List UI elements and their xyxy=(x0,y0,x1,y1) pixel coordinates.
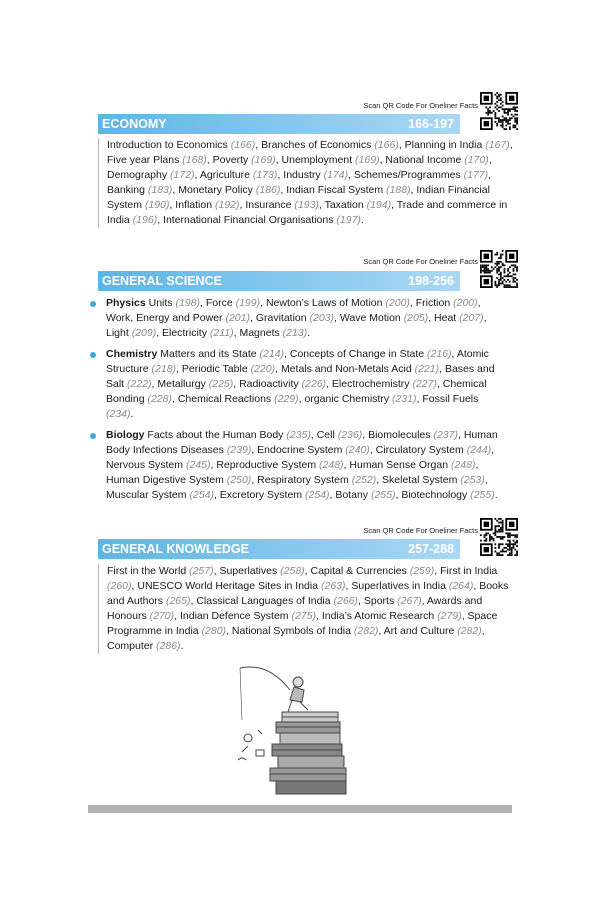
topic-name: Metallurgy xyxy=(157,378,209,390)
topic-page-ref: (174) xyxy=(323,169,349,181)
topic-page-ref: (254) xyxy=(304,489,330,501)
section-topic-list xyxy=(90,296,500,509)
topic-page-ref: (228) xyxy=(147,393,172,405)
topic-page-ref: (275) xyxy=(291,610,316,622)
topic-name: Human Sense Organ xyxy=(349,459,451,471)
topic-name: Light xyxy=(106,327,132,339)
topic-page-ref: (170) xyxy=(464,154,489,166)
topic-name: Magnets xyxy=(239,327,283,339)
topic-name: Reproductive System xyxy=(216,459,320,471)
bullet-icon xyxy=(90,352,96,358)
group-heading: Chemistry xyxy=(106,348,161,360)
scan-qr-label: Scan QR Code For Oneliner Facts xyxy=(363,101,478,110)
topic-name: National Income xyxy=(385,154,465,166)
science-group-physics: Physics Units (198), Force (199), Newton’s Laws of Motion (200), Friction (200), Work, Energy and Power (201), Gravitation (203), Wave Motion (205), Heat (207), Light (209), Electricity (211), Magnets (213). xyxy=(90,296,500,341)
topic-name: First in India xyxy=(440,565,498,577)
topic-name: Five year Plans xyxy=(107,154,183,166)
scan-qr-label: Scan QR Code For Oneliner Facts xyxy=(363,526,478,535)
topic-name: Metals and Non-Metals Acid xyxy=(280,363,415,375)
topic-page-ref: (248) xyxy=(319,459,344,471)
topic-name: Electricity xyxy=(162,327,210,339)
bullet-icon xyxy=(90,301,96,307)
topic-name: Botany xyxy=(335,489,371,501)
section-topic-list: Introduction to Economics (166), Branches of Economics (166), Planning in India (167), Five year Plans (168), Poverty (169), Unemployment (169), National Income (170), Demography (172), Agriculture (173), Industry (174), Schemes/Programmes (177), Banking (183), Monetary Policy (186), Indian Fiscal System (188), Indian Financial System (190), Inflation (192), Insurance (193), Taxation (194), Trade and commerce in India (196), International Financial Organisations (197). xyxy=(98,138,517,228)
topic-name: Superlatives in India xyxy=(351,580,449,592)
section-topic-list: First in the World (257), Superlatives (258), Capital & Currencies (259), First in India (260), UNESCO World Heritage Sites in India (263), Superlatives in India (264), Books and Authors (265), Classical Languages of India (266), Sports (267), Awards and Honours (270), Indian Defence System (275), India’s Atomic Research (279), Space Programme in India (280), National Symbols of India (282), Art and Culture (282), Computer (286). xyxy=(98,564,517,654)
topic-name: Superlatives xyxy=(219,565,281,577)
topic-page-ref: (266) xyxy=(333,595,359,607)
topic-name: Space Programme in India xyxy=(107,610,498,637)
group-heading: Physics xyxy=(106,297,149,309)
topic-name: Introduction to Economics xyxy=(107,139,231,151)
topic-page-ref: (172) xyxy=(170,169,195,181)
topic-page-ref: (199) xyxy=(235,297,261,309)
topic-page-ref: (267) xyxy=(397,595,422,607)
topic-name: Matters and its State xyxy=(160,348,260,360)
topic-name: Gravitation xyxy=(255,312,310,324)
topic-page-ref: (250) xyxy=(226,474,252,486)
topic-name: Muscular System xyxy=(106,489,190,501)
topic-page-ref: (213) xyxy=(282,327,308,339)
section-page-range: 198-256 xyxy=(408,274,454,288)
topic-page-ref: (234) xyxy=(106,408,131,420)
topic-name: Bases and Salt xyxy=(106,363,495,390)
topic-page-ref: (188) xyxy=(386,184,411,196)
topic-page-ref: (229) xyxy=(274,393,299,405)
topic-page-ref: (183) xyxy=(147,184,173,196)
topic-page-ref: (282) xyxy=(457,625,482,637)
topic-page-ref: (200) xyxy=(453,297,478,309)
topic-name: Biomolecules xyxy=(368,429,434,441)
topic-page-ref: (264) xyxy=(448,580,474,592)
topic-name: Agriculture xyxy=(199,169,253,181)
topic-name: Chemical Reactions xyxy=(177,393,275,405)
section-title: GENERAL KNOWLEDGE xyxy=(102,542,249,556)
qr-code-icon[interactable] xyxy=(480,92,518,130)
topic-page-ref: (244) xyxy=(466,444,492,456)
topic-page-ref: (258) xyxy=(280,565,305,577)
section-header-bar xyxy=(98,114,460,134)
topic-page-ref: (255) xyxy=(470,489,495,501)
general-knowledge-section xyxy=(98,518,518,658)
bullet-icon xyxy=(90,433,96,439)
science-group-chemistry: Chemistry Matters and its State (214), Concepts of Change in State (216), Atomic Structure (218), Periodic Table (220), Metals and Non-Metals Acid (221), Bases and Salt (222), Metallurgy (225), Radioactivity (226), Electrochemistry (227), Chemical Bonding (228), Chemical Reactions (229), organic Chemistry (231), Fossil Fuels (234). xyxy=(90,347,500,422)
fisherman-on-books-illustration xyxy=(230,660,380,805)
group-heading: Biology xyxy=(106,429,148,441)
topic-name: Electrochemistry xyxy=(331,378,413,390)
topic-name: Computer xyxy=(107,640,157,652)
topic-name: Facts about the Human Body xyxy=(147,429,287,441)
topic-name: Schemes/Programmes xyxy=(353,169,464,181)
topic-name: International Financial Organisations xyxy=(163,214,337,226)
topic-page-ref: (190) xyxy=(144,199,170,211)
section-page-range: 257-288 xyxy=(408,542,454,556)
topic-page-ref: (194) xyxy=(366,199,392,211)
topic-page-ref: (263) xyxy=(321,580,346,592)
topic-name: Indian Fiscal System xyxy=(286,184,387,196)
topic-name: Taxation xyxy=(324,199,367,211)
topic-page-ref: (168) xyxy=(182,154,207,166)
topic-name: Branches of Economics xyxy=(261,139,375,151)
topic-page-ref: (225) xyxy=(208,378,234,390)
topic-name: Indian Financial System xyxy=(107,184,490,211)
general-science-section xyxy=(98,250,518,520)
topic-name: Atomic Structure xyxy=(106,348,489,375)
topic-page-ref: (211) xyxy=(209,327,234,339)
topic-page-ref: (221) xyxy=(414,363,440,375)
scan-qr-label: Scan QR Code For Oneliner Facts xyxy=(363,257,478,266)
topic-page-ref: (231) xyxy=(392,393,417,405)
topic-name: Radioactivity xyxy=(239,378,302,390)
topic-page-ref: (177) xyxy=(463,169,489,181)
topic-name: First in the World xyxy=(107,565,190,577)
topic-page-ref: (186) xyxy=(255,184,281,196)
topic-page-ref: (279) xyxy=(437,610,462,622)
topic-name: Newton’s Laws of Motion xyxy=(265,297,386,309)
topic-page-ref: (220) xyxy=(250,363,276,375)
topic-page-ref: (280) xyxy=(201,625,227,637)
topic-page-ref: (259) xyxy=(409,565,435,577)
topic-name: Friction xyxy=(415,297,454,309)
topic-page-ref: (260) xyxy=(107,580,132,592)
topic-page-ref: (197) xyxy=(336,214,361,226)
topic-name: Heat xyxy=(434,312,460,324)
topic-page-ref: (214) xyxy=(259,348,285,360)
topic-name: Inflation xyxy=(175,199,215,211)
topic-name: Industry xyxy=(283,169,324,181)
topic-page-ref: (236) xyxy=(337,429,363,441)
topic-page-ref: (166) xyxy=(374,139,399,151)
economy-section xyxy=(98,92,518,242)
topic-name: Endocrine System xyxy=(257,444,346,456)
topic-name: Monetary Policy xyxy=(178,184,256,196)
topic-name: organic Chemistry xyxy=(304,393,392,405)
topic-name: UNESCO World Heritage Sites in India xyxy=(137,580,321,592)
section-header-bar xyxy=(98,539,460,559)
topic-name: India’s Atomic Research xyxy=(321,610,438,622)
topic-name: Awards and Honours xyxy=(107,595,483,622)
topic-name: Excretory System xyxy=(219,489,305,501)
topic-page-ref: (254) xyxy=(189,489,214,501)
topic-page-ref: (252) xyxy=(351,474,377,486)
footer-rule xyxy=(88,805,512,813)
topic-page-ref: (218) xyxy=(151,363,177,375)
section-title: GENERAL SCIENCE xyxy=(102,274,222,288)
topic-name: Unemployment xyxy=(281,154,356,166)
topic-name: Poverty xyxy=(212,154,252,166)
topic-page-ref: (282) xyxy=(353,625,379,637)
topic-page-ref: (270) xyxy=(149,610,175,622)
topic-name: Art and Culture xyxy=(383,625,458,637)
topic-name: Work, Energy and Power xyxy=(106,312,226,324)
topic-name: Human Digestive System xyxy=(106,474,227,486)
topic-page-ref: (257) xyxy=(189,565,214,577)
topic-name: Units xyxy=(148,297,176,309)
topic-page-ref: (198) xyxy=(175,297,200,309)
topic-page-ref: (286) xyxy=(156,640,181,652)
topic-name: Fossil Fuels xyxy=(422,393,479,405)
topic-page-ref: (222) xyxy=(127,378,152,390)
topic-page-ref: (205) xyxy=(403,312,429,324)
topic-name: Chemical Bonding xyxy=(106,378,487,405)
topic-page-ref: (166) xyxy=(230,139,256,151)
topic-page-ref: (216) xyxy=(427,348,452,360)
topic-name: Circulatory System xyxy=(375,444,467,456)
topic-name: Force xyxy=(205,297,236,309)
topic-page-ref: (192) xyxy=(215,199,240,211)
section-header-bar xyxy=(98,271,460,291)
topic-page-ref: (193) xyxy=(294,199,319,211)
topic-name: Books and Authors xyxy=(107,580,509,607)
topic-name: Demography xyxy=(107,169,171,181)
topic-name: Planning in India xyxy=(404,139,486,151)
topic-name: Biotechnology xyxy=(401,489,471,501)
topic-page-ref: (239) xyxy=(226,444,252,456)
topic-page-ref: (196) xyxy=(132,214,158,226)
science-group-biology: Biology Facts about the Human Body (235), Cell (236), Biomolecules (237), Human Body Infections Diseases (239), Endocrine System (240), Circulatory System (244), Nervous System (245), Reproductive System (248), Human Sense Organ (248), Human Digestive System (250), Respiratory System (252), Skeletal System (253), Muscular System (254), Excretory System (254), Botany (255), Biotechnology (255). xyxy=(90,428,500,503)
topic-page-ref: (240) xyxy=(345,444,370,456)
topic-name: Insurance xyxy=(245,199,295,211)
topic-name: Periodic Table xyxy=(181,363,251,375)
topic-name: Trade and commerce in India xyxy=(107,199,508,226)
topic-name: Classical Languages of India xyxy=(196,595,334,607)
topic-page-ref: (169) xyxy=(251,154,276,166)
qr-code-icon[interactable] xyxy=(480,250,518,288)
section-title: ECONOMY xyxy=(102,117,167,131)
topic-name: Capital & Currencies xyxy=(310,565,410,577)
topic-name: Respiratory System xyxy=(257,474,352,486)
topic-page-ref: (200) xyxy=(385,297,410,309)
topic-name: Cell xyxy=(316,429,338,441)
topic-page-ref: (169) xyxy=(355,154,380,166)
topic-page-ref: (265) xyxy=(165,595,191,607)
topic-page-ref: (203) xyxy=(309,312,335,324)
topic-page-ref: (237) xyxy=(433,429,458,441)
topic-page-ref: (226) xyxy=(301,378,327,390)
topic-page-ref: (167) xyxy=(485,139,510,151)
topic-name: Concepts of Change in State xyxy=(289,348,428,360)
qr-code-icon[interactable] xyxy=(480,518,518,556)
topic-name: National Symbols of India xyxy=(231,625,354,637)
topic-page-ref: (209) xyxy=(131,327,157,339)
topic-page-ref: (207) xyxy=(459,312,484,324)
topic-name: Indian Defence System xyxy=(179,610,292,622)
topic-page-ref: (173) xyxy=(252,169,278,181)
topic-page-ref: (248) xyxy=(450,459,476,471)
topic-name: Sports xyxy=(363,595,398,607)
topic-name: Banking xyxy=(107,184,148,196)
topic-page-ref: (255) xyxy=(370,489,396,501)
topic-page-ref: (235) xyxy=(286,429,311,441)
topic-name: Nervous System xyxy=(106,459,186,471)
topic-name: Wave Motion xyxy=(339,312,404,324)
topic-page-ref: (201) xyxy=(225,312,250,324)
section-page-range: 166-197 xyxy=(408,117,454,131)
topic-page-ref: (253) xyxy=(460,474,485,486)
topic-page-ref: (245) xyxy=(185,459,211,471)
topic-page-ref: (227) xyxy=(412,378,437,390)
topic-name: Human Body Infections Diseases xyxy=(106,429,498,456)
topic-name: Skeletal System xyxy=(382,474,461,486)
